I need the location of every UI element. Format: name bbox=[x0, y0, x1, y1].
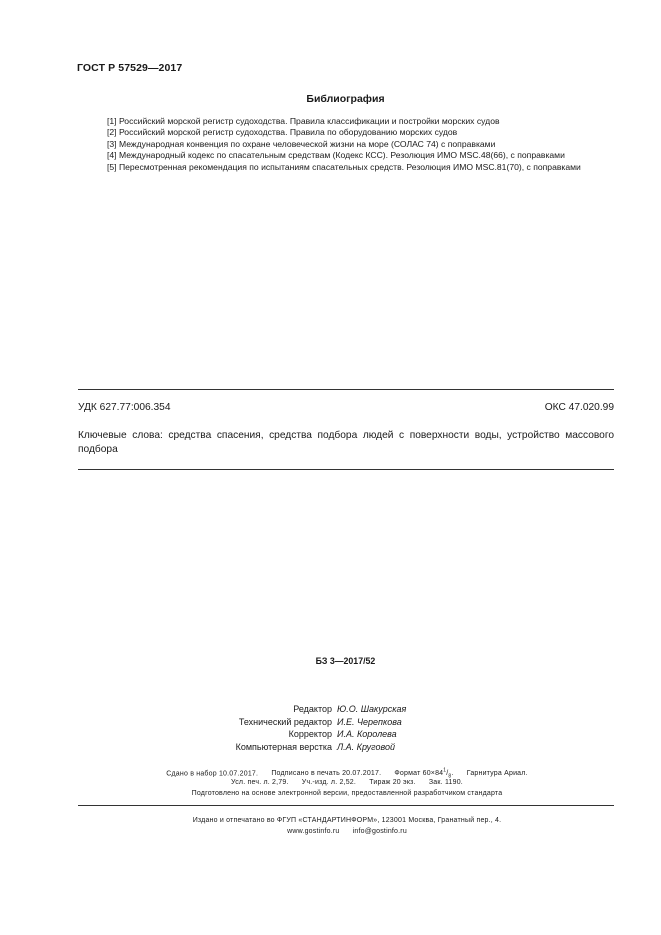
staff-credits bbox=[150, 703, 550, 753]
email-link[interactable]: info@gostinfo.ru bbox=[352, 828, 407, 835]
staff-row bbox=[150, 703, 550, 716]
bibliography-list bbox=[78, 116, 613, 173]
format-numerator: 1 bbox=[443, 768, 447, 774]
print-info-line-2 bbox=[80, 779, 614, 786]
format-label: Формат 60×84 bbox=[394, 770, 444, 778]
bibliography-item: [4] Международный кодекс по спасательным средствам (Кодекс КСС). Резолюция ИМО MSC.48(66), с поправками bbox=[107, 150, 565, 161]
bibliography-item: [2] Российский морской регистр судоходства. Правила по оборудованию морских судов bbox=[107, 127, 458, 138]
typeface: Гарнитура Ариал. bbox=[466, 770, 528, 778]
divider-bottom bbox=[78, 469, 614, 470]
print-run: Тираж 20 экз. bbox=[369, 779, 416, 786]
document-code: ГОСТ Р 57529—2017 bbox=[77, 62, 183, 74]
divider-footer bbox=[78, 805, 614, 806]
print-info-line-1 bbox=[80, 768, 614, 780]
bibliography-item: [1] Российский морской регистр судоходства. Правила классификации и постройки морских судов bbox=[107, 116, 500, 126]
publisher-contacts bbox=[80, 828, 614, 835]
format-denominator: 8 bbox=[448, 773, 452, 780]
oks-code: ОКС 47.020.99 bbox=[544, 402, 614, 413]
staff-role: Технический редактор bbox=[238, 716, 332, 727]
staff-role: Редактор bbox=[293, 704, 332, 714]
divider-top bbox=[78, 389, 614, 390]
udk-code: УДК 627.77:006.354 bbox=[78, 402, 171, 413]
website-link[interactable]: www.gostinfo.ru bbox=[287, 828, 340, 835]
staff-role: Корректор bbox=[288, 729, 332, 739]
staff-role: Компьютерная верстка bbox=[235, 741, 332, 752]
staff-row bbox=[150, 716, 550, 729]
bibliography-item: [3] Международная конвенция по охране человеческой жизни на море (СОЛАС 74) с поправками bbox=[107, 138, 496, 149]
bibliography-title: Библиография bbox=[306, 93, 385, 105]
staff-name: И.Е. Черепкова bbox=[337, 716, 402, 727]
bibliography-item: [5] Пересмотренная рекомендация по испытаниям спасательных средств. Резолюция ИМО MSC.81(70), с поправками bbox=[107, 161, 581, 172]
signed-date: Подписано в печать 20.07.2017. bbox=[271, 770, 382, 778]
typeset-date: Сдано в набор 10.07.2017. bbox=[166, 770, 259, 778]
print-sheets: Усл. печ. л. 2,79. bbox=[231, 779, 289, 786]
pub-sheets: Уч.-изд. л. 2,52. bbox=[301, 779, 357, 786]
bz-number: БЗ 3—2017/52 bbox=[315, 656, 376, 666]
staff-name: И.А. Королева bbox=[337, 729, 397, 739]
order-number: Зак. 1190. bbox=[428, 779, 463, 786]
paper-format: Формат $60\times 84^1/_8$. bbox=[394, 768, 454, 780]
staff-name: Ю.О. Шакурская bbox=[337, 704, 407, 714]
keywords: Ключевые слова: средства спасения, средства подбора людей с поверхности воды, устройство массового подбора bbox=[78, 430, 614, 455]
staff-name: Л.А. Круговой bbox=[337, 741, 396, 752]
publisher-info: Издано и отпечатано во ФГУП «СТАНДАРТИНФОРМ», 123001 Москва, Гранатный пер., 4. bbox=[192, 817, 502, 824]
prepared-note: Подготовлено на основе электронной версии, предоставленной разработчиком стандарта bbox=[191, 790, 503, 797]
staff-row bbox=[150, 741, 550, 754]
staff-row bbox=[150, 728, 550, 741]
